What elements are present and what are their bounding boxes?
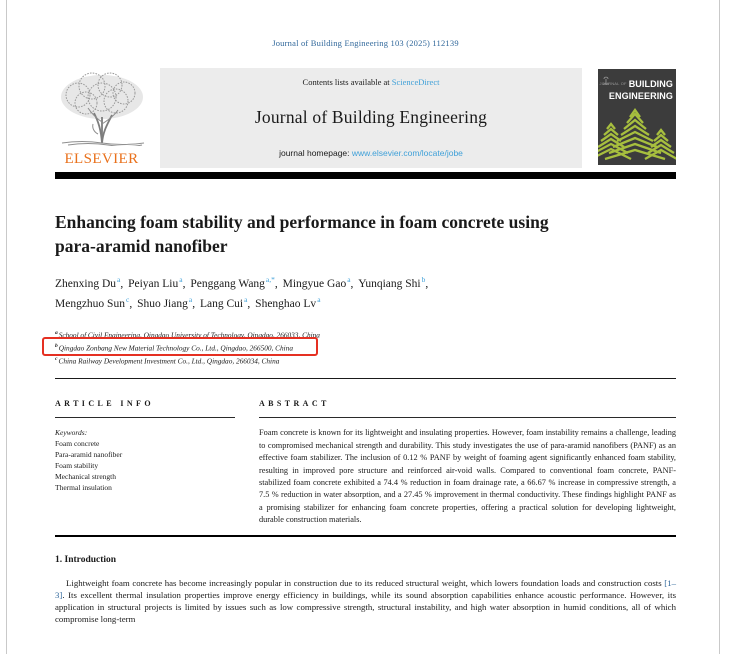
section-bottom-rule — [55, 535, 676, 537]
keywords-label: Keywords: — [55, 428, 88, 438]
keyword-item: Foam concrete — [55, 439, 100, 449]
article-info-heading: ARTICLE INFO — [55, 399, 154, 409]
keyword-item: Foam stability — [55, 461, 99, 471]
author-separator: , — [274, 277, 281, 290]
author-affil-sup: b — [421, 275, 426, 284]
author-separator: , — [129, 297, 136, 310]
cover-title-word1: BUILDING — [628, 79, 673, 89]
info-abstract-grid — [55, 379, 676, 526]
author-name: Mengzhuo Sun — [55, 297, 125, 310]
author-name: Zhenxing Du — [55, 277, 117, 290]
affiliation-c — [55, 354, 676, 367]
page-left-border — [6, 0, 7, 654]
author-line-1 — [55, 272, 676, 292]
citation-header: Journal of Building Engineering 103 (2025) 112139 — [272, 38, 459, 48]
journal-title: Journal of Building Engineering — [254, 107, 488, 127]
author-affil-sup: a — [317, 294, 321, 304]
author-separator: , — [192, 297, 198, 310]
article-info-column — [55, 379, 235, 526]
affiliation-sup: c — [55, 355, 58, 362]
homepage-prefix-text: journal homepage: — [279, 148, 352, 158]
affiliation-text: School of Civil Engineering, Qingdao University of Technology, Qingdao, 266033, China — [58, 330, 320, 340]
keyword-item: Thermal insulation — [55, 483, 112, 493]
author-affil-sup: a — [188, 294, 193, 304]
elsevier-tree-icon — [58, 72, 146, 151]
abstract-text: Foam concrete is known for its lightweight and insulating properties. However, foam instability remains a challenge, leading to compromised mechanical strength and durability. This study investigates the use of para-aramid nanofibers (PANF) as an effective foam stabilizer. The inclusion of 0.12 % PANF by weight of foaming agent significantly enhanced foam stability, resulting in improved pore structure and reinforced air-void walls. Compared to conventional foam concrete, PANF-stabilized foam concrete exhibited a 74.4 % reduction in foam drainage rate, a 66.67 % increase in compressive strength, a 7.5 % reduction in water absorption, and a 27.45 % improvement in thermal conductivity. These findings highlight PANF as a promising stabilizer for enhancing foam concrete properties, offering a practical solution for developing lightweight, durable construction materials. — [259, 428, 676, 525]
journal-cover-thumbnail — [598, 69, 676, 165]
author-name: Shuo Jiang — [137, 297, 188, 310]
journal-homepage-line — [279, 148, 463, 158]
author-affil-sup: a — [244, 294, 248, 304]
keyword-item: Para-aramid nanofiber — [55, 450, 123, 460]
author-list — [55, 272, 676, 312]
author-name: Shenghao Lv — [255, 297, 317, 310]
author-separator: , — [120, 277, 127, 290]
sciencedirect-link[interactable]: ScienceDirect — [391, 77, 440, 87]
introduction-heading: 1. Introduction — [55, 554, 117, 565]
affiliation-text: Qingdao Zonbang New Material Technology Co., Ltd., Qingdao, 266500, China — [58, 343, 294, 352]
author-line-2 — [55, 292, 676, 312]
author-affil-sup: a — [117, 275, 121, 284]
author-name: Peiyan Liu — [128, 277, 179, 290]
author-name: Mingyue Gao — [282, 277, 347, 290]
page-right-border — [719, 0, 720, 654]
affiliation-b — [55, 341, 676, 354]
elsevier-logo — [55, 68, 148, 168]
author-affil-sup: a — [179, 275, 183, 284]
author-separator: , — [247, 297, 254, 310]
affiliation-text: China Railway Development Investment Co., Ltd., Qingdao, 266034, China — [58, 355, 280, 365]
contents-list-line — [303, 77, 440, 87]
introduction-paragraph — [55, 577, 676, 626]
reference-link-1-3[interactable]: [1–3] — [55, 577, 676, 600]
article-title-line2: para-aramid nanofiber — [55, 236, 228, 256]
abstract-column — [259, 379, 676, 526]
author-affil-sup: c — [125, 294, 130, 304]
affiliation-a — [55, 328, 676, 341]
affiliation-sup: b — [55, 342, 58, 349]
journal-homepage-link[interactable]: www.elsevier.com/locate/jobe — [351, 148, 463, 158]
journal-masthead — [55, 68, 676, 168]
author-affil-sup: a,* — [265, 275, 275, 284]
author-name: Yunqiang Shi — [358, 277, 421, 290]
author-name: Lang Cui — [199, 297, 244, 310]
author-separator: , — [182, 277, 189, 290]
article-title-line1: Enhancing foam stability and performance in foam concrete using — [55, 212, 549, 232]
abstract-rule — [259, 417, 676, 418]
author-separator: , — [350, 277, 357, 290]
abstract-heading: ABSTRACT — [259, 399, 330, 409]
author-separator: , — [425, 277, 429, 290]
intro-text: Lightweight foam concrete has become increasingly popular in construction due to its reduced structural weight, which lowers foundation loads and construction costs — [66, 577, 665, 588]
intro-text: . Its excellent thermal insulation properties improve energy efficiency in buildings, while its sound absorption capabilities enhance acoustic performance. However, its application in structural projects is limited by issues such as low compressive strength, structural instability, and high water absorption in humid conditions, all of which compromise long-term — [55, 589, 676, 625]
affiliation-sup: a — [55, 329, 58, 336]
cover-title-word2: ENGINEERING — [608, 91, 673, 101]
author-name: Penggang Wang — [190, 277, 265, 290]
elsevier-wordmark: ELSEVIER — [64, 151, 139, 167]
article-title — [55, 210, 676, 258]
author-affil-sup: a — [347, 275, 351, 284]
cover-title — [600, 74, 674, 101]
article-info-rule — [55, 417, 235, 418]
cover-journal-of-label: JOURNAL OF — [599, 81, 627, 86]
contents-prefix-text: Contents lists available at — [302, 77, 392, 87]
keyword-item: Mechanical strength — [55, 472, 117, 482]
affiliation-list — [55, 328, 676, 367]
masthead-divider-bar — [55, 172, 676, 179]
keywords-block — [55, 427, 235, 493]
masthead-center-panel — [160, 68, 582, 168]
